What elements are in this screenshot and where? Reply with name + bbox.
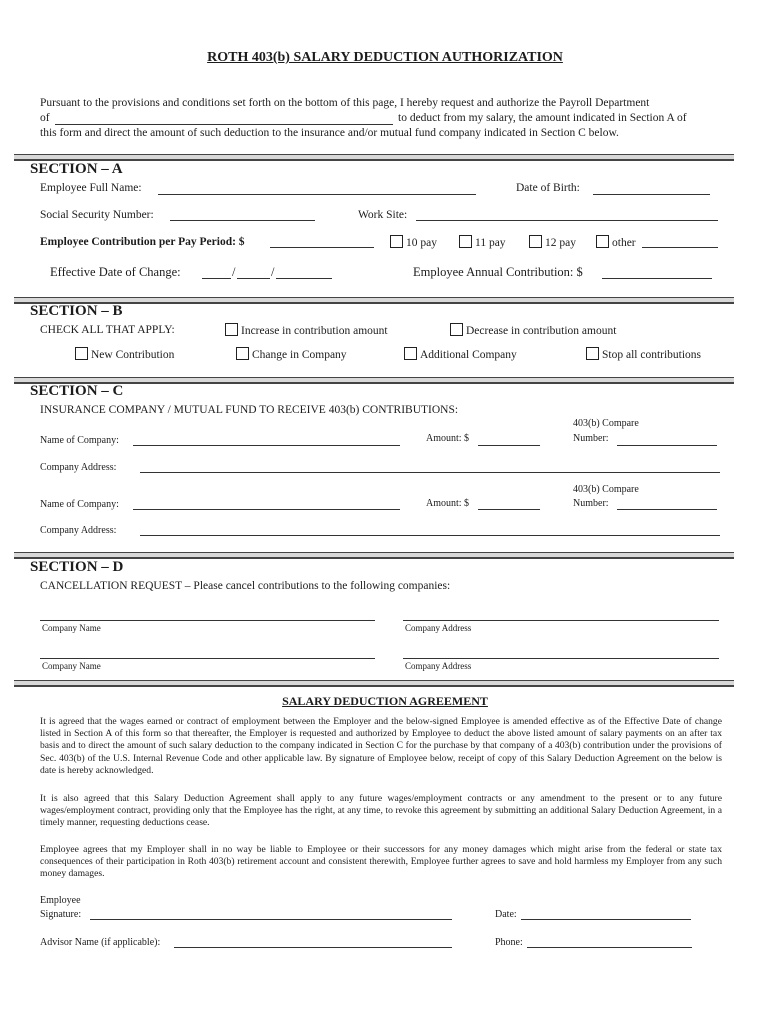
checkbox-icon bbox=[390, 235, 403, 248]
cancel-company-address-field-1[interactable] bbox=[403, 620, 719, 621]
section-d-divider bbox=[14, 552, 734, 559]
name-of-company-label-1: Name of Company: bbox=[40, 435, 119, 446]
amount-field-1[interactable] bbox=[478, 445, 540, 446]
effective-date-day-field[interactable] bbox=[237, 278, 270, 279]
name-of-company-label-2: Name of Company: bbox=[40, 499, 119, 510]
agreement-divider bbox=[14, 680, 734, 687]
contribution-per-period-field[interactable] bbox=[270, 247, 374, 248]
compare-label-1: 403(b) Compare bbox=[573, 418, 639, 429]
pay-option-other[interactable]: other bbox=[596, 235, 636, 249]
phone-label: Phone: bbox=[495, 937, 523, 948]
effective-date-month-field[interactable] bbox=[202, 278, 231, 279]
cancel-company-name-field-2[interactable] bbox=[40, 658, 375, 659]
number-label-2: Number: bbox=[573, 498, 609, 509]
date-label: Date: bbox=[495, 909, 517, 920]
compare-label-2: 403(b) Compare bbox=[573, 484, 639, 495]
annual-contribution-field[interactable] bbox=[602, 278, 712, 279]
contribution-per-period-label: Employee Contribution per Pay Period: $ bbox=[40, 236, 245, 248]
checkbox-icon bbox=[586, 347, 599, 360]
check-all-label: CHECK ALL THAT APPLY: bbox=[40, 324, 175, 336]
company-name-caption-2: Company Name bbox=[42, 661, 101, 671]
checkbox-icon bbox=[404, 347, 417, 360]
compare-number-field-2[interactable] bbox=[617, 509, 717, 510]
decrease-contribution-option[interactable]: Decrease in contribution amount bbox=[450, 323, 616, 337]
cancel-company-name-field-1[interactable] bbox=[40, 620, 375, 621]
new-contribution-option[interactable]: New Contribution bbox=[75, 347, 174, 361]
annual-contribution-label: Employee Annual Contribution: $ bbox=[413, 265, 583, 279]
effective-date-label: Effective Date of Change: bbox=[50, 265, 181, 279]
additional-company-option[interactable]: Additional Company bbox=[404, 347, 517, 361]
agreement-title: SALARY DEDUCTION AGREEMENT bbox=[282, 694, 488, 708]
signature-field[interactable] bbox=[90, 919, 452, 920]
company-address-field-1[interactable] bbox=[140, 472, 720, 473]
agreement-paragraph-1: It is agreed that the wages earned or contract of employment between the Employer and the below-signed Employee is amended effective as of the Effective Date of change listed in Section A of this form so that thereafter, the Employer is requested and authorized by Employee to deduct the above listed amount of salary payments on an after tax basis and to direct the amount of such salary deduction to the company indicated in Section C for the purchase by that company of a 403(b) contribution under the provisions of Sec. 403(b) of the U.S. Internal Revenue Code and other applicable law. By signature of Employee below, receipt of copy of this Salary Deduction Agreement on the below is date is hereby acknowledged. bbox=[40, 716, 722, 776]
name-of-company-field-2[interactable] bbox=[133, 509, 400, 510]
checkbox-icon bbox=[529, 235, 542, 248]
pay-option-10[interactable]: 10 pay bbox=[390, 235, 437, 249]
change-in-company-option[interactable]: Change in Company bbox=[236, 347, 347, 361]
pay-option-12[interactable]: 12 pay bbox=[529, 235, 576, 249]
amount-label-1: Amount: $ bbox=[426, 433, 470, 444]
checkbox-icon bbox=[450, 323, 463, 336]
section-a-divider bbox=[14, 154, 734, 161]
phone-field[interactable] bbox=[527, 947, 692, 948]
agreement-paragraph-3: Employee agrees that my Employer shall in no way be liable to Employee or their successors for any money damages which might arise from the federal or state tax consequences of their participation in Roth 403(b) retirement account and consistent therewith, Employee further agrees to save and hold harmless my Employer from any such money damages. bbox=[40, 844, 722, 880]
payroll-department-field[interactable] bbox=[55, 124, 393, 125]
advisor-name-field[interactable] bbox=[174, 947, 452, 948]
checkbox-icon bbox=[459, 235, 472, 248]
ssn-field[interactable] bbox=[170, 220, 315, 221]
name-of-company-field-1[interactable] bbox=[133, 445, 400, 446]
effective-date-separator: / bbox=[271, 265, 275, 279]
company-address-caption-2: Company Address bbox=[405, 661, 472, 671]
pay-option-11[interactable]: 11 pay bbox=[459, 235, 506, 249]
work-site-field[interactable] bbox=[416, 220, 718, 221]
pay-option-other-field[interactable] bbox=[642, 247, 718, 248]
date-of-birth-field[interactable] bbox=[593, 194, 710, 195]
intro-line-1: Pursuant to the provisions and conditions set forth on the bottom of this page, I hereby request and authorize the Payroll Department bbox=[40, 97, 650, 109]
checkbox-icon bbox=[75, 347, 88, 360]
company-name-caption-1: Company Name bbox=[42, 623, 101, 633]
intro-line-2-suffix: to deduct from my salary, the amount indicated in Section A of bbox=[398, 112, 687, 124]
amount-label-2: Amount: $ bbox=[426, 498, 470, 509]
compare-number-field-1[interactable] bbox=[617, 445, 717, 446]
effective-date-separator: / bbox=[232, 265, 236, 279]
increase-contribution-option[interactable]: Increase in contribution amount bbox=[225, 323, 388, 337]
checkbox-icon bbox=[236, 347, 249, 360]
signature-label: Signature: bbox=[40, 909, 82, 920]
section-a-title: SECTION – A bbox=[30, 161, 123, 177]
section-b-title: SECTION – B bbox=[30, 303, 123, 319]
section-c-heading: INSURANCE COMPANY / MUTUAL FUND TO RECEIVE 403(b) CONTRIBUTIONS: bbox=[40, 404, 459, 416]
effective-date-year-field[interactable] bbox=[276, 278, 332, 279]
employee-label: Employee bbox=[40, 895, 81, 906]
date-field[interactable] bbox=[521, 919, 691, 920]
date-of-birth-label: Date of Birth: bbox=[516, 182, 580, 194]
cancel-company-address-field-2[interactable] bbox=[403, 658, 719, 659]
section-d-title: SECTION – D bbox=[30, 559, 124, 575]
agreement-paragraph-2: It is also agreed that this Salary Deduction Agreement shall apply to any future wages/employment contracts or any amendment to the present or to any future wages/employment contract, providing only that the Employee has the right, at any time, to revoke this agreement by submitting an additional Salary Deduction Agreement, in a timely manner, requesting deductions cease. bbox=[40, 793, 722, 829]
checkbox-icon bbox=[225, 323, 238, 336]
employee-full-name-label: Employee Full Name: bbox=[40, 182, 142, 194]
cancellation-request: CANCELLATION REQUEST – Please cancel contributions to the following companies: bbox=[40, 580, 451, 592]
section-c-title: SECTION – C bbox=[30, 383, 124, 399]
form-title: ROTH 403(b) SALARY DEDUCTION AUTHORIZATION bbox=[207, 50, 563, 65]
company-address-field-2[interactable] bbox=[140, 535, 720, 536]
intro-line-3: this form and direct the amount of such deduction to the insurance and/or mutual fund company indicated in Section C below. bbox=[40, 127, 619, 139]
company-address-label-1: Company Address: bbox=[40, 462, 117, 473]
intro-line-2-prefix: of bbox=[40, 112, 50, 124]
work-site-label: Work Site: bbox=[358, 209, 408, 221]
checkbox-icon bbox=[596, 235, 609, 248]
advisor-name-label: Advisor Name (if applicable): bbox=[40, 937, 161, 948]
ssn-label: Social Security Number: bbox=[40, 209, 154, 221]
employee-full-name-field[interactable] bbox=[158, 194, 476, 195]
company-address-label-2: Company Address: bbox=[40, 525, 117, 536]
stop-all-contributions-option[interactable]: Stop all contributions bbox=[586, 347, 701, 361]
amount-field-2[interactable] bbox=[478, 509, 540, 510]
number-label-1: Number: bbox=[573, 433, 609, 444]
company-address-caption-1: Company Address bbox=[405, 623, 472, 633]
